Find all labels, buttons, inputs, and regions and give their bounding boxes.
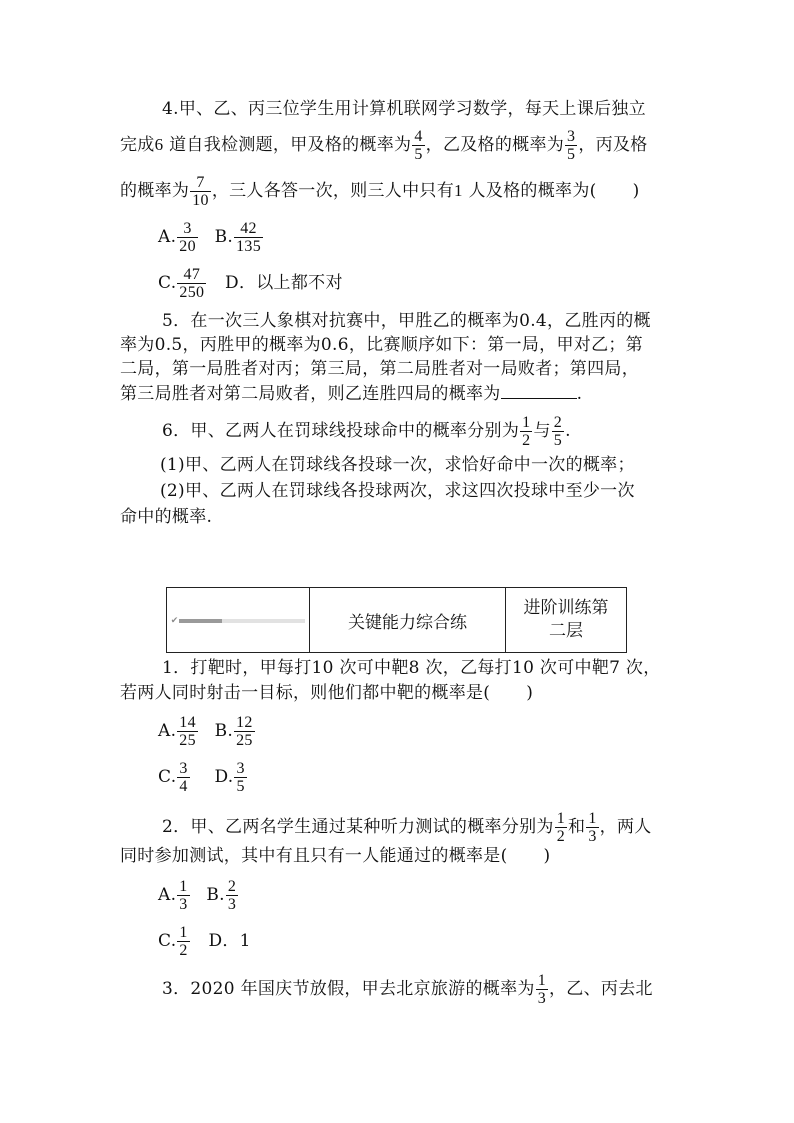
denominator: 3 <box>588 828 597 845</box>
numerator: 1 <box>179 878 188 895</box>
numerator: 1 <box>588 810 597 827</box>
q6-sub2-cont <box>120 506 212 528</box>
numerator: 1 <box>179 924 188 941</box>
option-a-fraction <box>177 220 198 255</box>
q6-text: (2)甲、乙两人在罚球线各投球两次，求这四次投球中至少一次 <box>160 481 635 501</box>
option-c-fraction <box>177 266 206 301</box>
p3-text: ，乙、丙去北 <box>549 979 653 999</box>
p3-text: 3．2020 年国庆节放假，甲去北京旅游的概率为 <box>162 979 535 999</box>
p1-text: 1．打靶时，甲每打10 次可中靶8 次，乙每打10 次可中靶7 次， <box>162 658 661 678</box>
q4-options-cd <box>158 266 343 301</box>
q5-text: 第三局胜者对第二局败者，则乙连胜四局的概率为 <box>120 384 501 404</box>
option-a-label: A. <box>158 227 177 247</box>
denominator: 5 <box>414 146 423 163</box>
q4-line1 <box>162 98 646 120</box>
denominator: 3 <box>537 990 546 1007</box>
q6-text: (1)甲、乙两人在罚球线各投球一次，求恰好命中一次的概率； <box>160 455 635 475</box>
denominator: 25 <box>179 732 196 749</box>
fraction <box>555 810 567 845</box>
option-b-label: B. <box>214 227 234 247</box>
option-d-text: D．以上都不对 <box>225 273 343 293</box>
q5-line2 <box>120 334 643 356</box>
q4-text: 4.甲、乙、丙三位学生用计算机联网学习数学，每天上课后独立 <box>162 99 646 119</box>
progress-bar-fill <box>179 619 222 623</box>
section-level-cell <box>506 588 627 653</box>
denominator: 135 <box>236 238 262 255</box>
denominator: 20 <box>179 238 196 255</box>
q6-text: 命中的概率. <box>120 507 213 527</box>
denominator: 25 <box>236 732 253 749</box>
numerator: 12 <box>236 714 253 731</box>
q4-text: ，丙及格 <box>578 135 648 155</box>
option-b-fraction <box>234 220 263 255</box>
section-title-cell <box>310 588 506 653</box>
p2-line2 <box>120 845 550 867</box>
q5-text: 二局，第一局胜者对丙；第三局，第二局胜者对一局败者；第四局， <box>120 359 639 379</box>
p1-text: ) <box>526 683 534 703</box>
q4-text: ，三人各答一次，则三人中只有 <box>211 181 455 201</box>
p2-text: 和 <box>568 817 586 837</box>
denominator: 2 <box>522 432 531 449</box>
q4-line2 <box>120 128 648 163</box>
q5-text: 5．在一次三人象棋对抗赛中，甲胜乙的概率为0.4，乙胜丙的概 <box>162 311 651 331</box>
q5-line1 <box>162 310 651 332</box>
numerator: 1 <box>537 972 546 989</box>
q4-text: 人及格的概率为( <box>462 181 597 201</box>
q4-number: 6 <box>154 135 164 154</box>
p2-text: ，两人 <box>599 817 652 837</box>
option-c-label: C. <box>158 273 177 293</box>
p1-line2 <box>120 682 533 704</box>
option-a-label: A. <box>158 885 177 905</box>
q5-text: . <box>576 384 583 404</box>
q6-sub2 <box>160 480 635 502</box>
denominator: 5 <box>236 778 245 795</box>
denominator: 4 <box>179 778 188 795</box>
numerator: 1 <box>522 414 531 431</box>
option-b-fraction <box>226 878 238 913</box>
option-b-label: B. <box>214 721 234 741</box>
option-d-fraction <box>234 760 246 795</box>
q4-text: 道自我检测题，甲及格的概率为 <box>163 135 412 155</box>
section-header-table <box>166 587 627 653</box>
q6-text: 与 <box>533 421 551 441</box>
option-c-label: C. <box>158 931 177 951</box>
fraction <box>586 810 598 845</box>
q4-text: ) <box>632 181 640 201</box>
progress-bar <box>179 619 305 623</box>
option-a-label: A. <box>158 721 177 741</box>
p2-line1 <box>162 810 652 845</box>
numerator: 47 <box>177 266 206 284</box>
p1-options-ab <box>158 714 256 749</box>
numerator: 2 <box>553 414 563 431</box>
q4-options-ab <box>158 220 264 255</box>
p2-text: 2．甲、乙两名学生通过某种听力测试的概率分别为 <box>162 817 554 837</box>
section-title: 关键能力综合练 <box>348 612 467 633</box>
option-b-label: B. <box>206 885 225 905</box>
denominator: 10 <box>192 192 209 209</box>
denominator: 250 <box>179 284 205 301</box>
option-b-fraction <box>234 714 255 749</box>
progress-cell <box>167 588 310 653</box>
numerator: 3 <box>236 760 245 777</box>
numerator: 1 <box>556 810 566 827</box>
q4-text: ，乙及格的概率为 <box>425 135 565 155</box>
numerator: 3 <box>179 760 188 777</box>
numerator: 42 <box>234 220 263 238</box>
fraction <box>412 128 424 163</box>
p1-line1 <box>162 657 661 679</box>
q6-text: . <box>565 421 571 441</box>
section-level-line2: 二层 <box>549 621 583 641</box>
p2-options-ab <box>158 878 239 913</box>
q6-sub1 <box>160 454 635 476</box>
numerator: 4 <box>414 128 423 145</box>
q5-line3 <box>120 358 639 380</box>
option-c-fraction <box>177 760 189 795</box>
q4-text: 完成 <box>120 135 155 155</box>
option-d-text: D．1 <box>208 931 251 951</box>
p3-line1 <box>162 972 653 1007</box>
option-a-fraction <box>177 714 198 749</box>
fraction <box>190 174 211 209</box>
option-c-fraction <box>177 924 189 959</box>
denominator: 3 <box>179 896 188 913</box>
q4-line3 <box>120 174 640 209</box>
option-d-label: D. <box>214 767 234 787</box>
numerator: 3 <box>567 128 576 145</box>
fraction <box>565 128 577 163</box>
denominator: 5 <box>553 432 563 449</box>
q6-line1 <box>162 414 571 449</box>
denominator: 3 <box>227 896 237 913</box>
numerator: 7 <box>190 174 211 192</box>
section-level-line1: 进阶训练第 <box>523 598 609 618</box>
option-c-label: C. <box>158 767 177 787</box>
p2-text: ) <box>543 846 551 866</box>
fraction <box>552 414 564 449</box>
q5-line4 <box>120 382 582 405</box>
q4-text: 的概率为 <box>120 181 190 201</box>
fraction <box>520 414 532 449</box>
q4-number: 1 <box>454 181 463 200</box>
p2-options-cd <box>158 924 251 959</box>
check-icon: ✔ <box>170 615 179 626</box>
answer-blank <box>501 382 577 399</box>
q5-text: 率为0.5，丙胜甲的概率为0.6，比赛顺序如下：第一局，甲对乙；第 <box>120 335 643 355</box>
p2-text: 同时参加测试，其中有且只有一人能通过的概率是( <box>120 846 508 866</box>
p1-options-cd <box>158 760 248 795</box>
q6-text: 6．甲、乙两人在罚球线投球命中的概率分别为 <box>162 421 520 441</box>
denominator: 5 <box>567 146 576 163</box>
option-a-fraction <box>177 878 189 913</box>
p1-text: 若两人同时射击一目标，则他们都中靶的概率是( <box>120 683 491 703</box>
numerator: 14 <box>179 714 196 731</box>
numerator: 3 <box>177 220 198 238</box>
numerator: 2 <box>227 878 237 895</box>
fraction <box>536 972 548 1007</box>
denominator: 2 <box>179 942 188 959</box>
denominator: 2 <box>556 828 566 845</box>
